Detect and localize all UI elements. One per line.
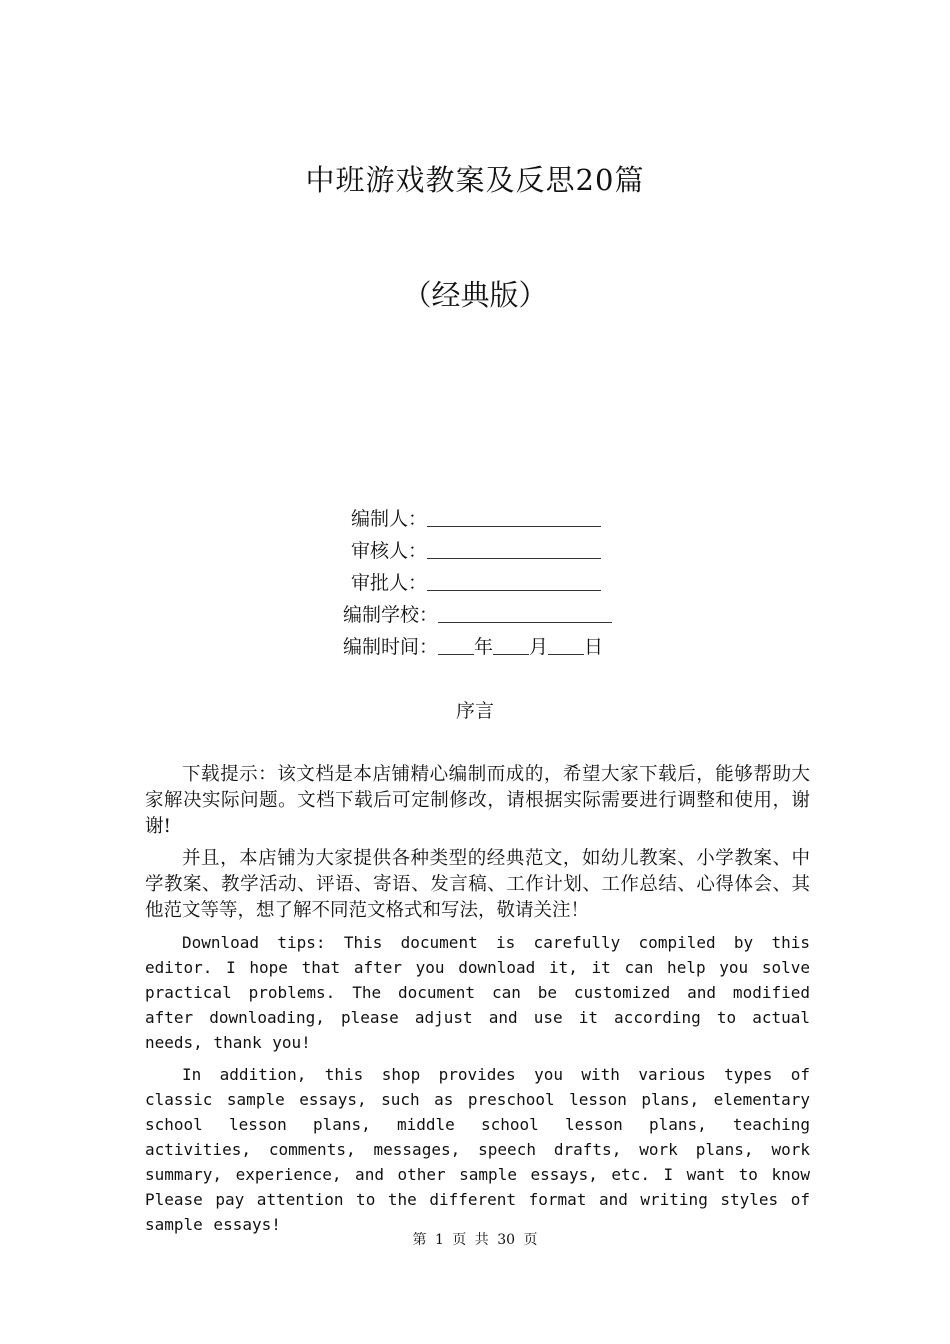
time-label: 编制时间： (342, 636, 438, 658)
document-subtitle: （经典版） (402, 278, 548, 312)
compiler-field (340, 503, 660, 535)
school-field (340, 599, 660, 631)
preface-heading: 序言 (455, 700, 494, 722)
download-tip-paragraph-en: Download tips: This document is carefully compiled by this editor. I hope that after you download it, it can help you solve practical problems. The document can be customized and modified after downloading, please adjust and use it according to actual needs, thank you! (145, 933, 810, 1052)
shop-info-paragraph-zh: 并且，本店铺为大家提供各种类型的经典范文，如幼儿教案、小学教案、中学教案、教学活动、评语、寄语、发言稿、工作计划、工作总结、心得体会、其他范文等等，想了解不同范文格式和写法，敬请关注！ (145, 848, 810, 921)
school-blank (438, 600, 612, 623)
reviewer-field (340, 535, 660, 567)
document-title: 中班游戏教案及反思20篇 (305, 163, 645, 197)
form-fields (340, 503, 660, 663)
school-label: 编制学校： (342, 604, 438, 626)
time-field (340, 631, 660, 663)
year-label: 年 (474, 636, 494, 658)
approver-field (340, 567, 660, 599)
approver-blank (427, 568, 601, 591)
preface-content (145, 762, 810, 1244)
compiler-blank (427, 504, 601, 527)
reviewer-blank (427, 536, 601, 559)
year-blank (438, 632, 474, 655)
month-blank (493, 632, 529, 655)
day-label: 日 (584, 636, 604, 658)
month-label: 月 (529, 636, 549, 658)
day-blank (548, 632, 584, 655)
page-footer: 第 1 页 共 30 页 (412, 1232, 538, 1248)
download-tip-paragraph-zh: 下载提示：该文档是本店铺精心编制而成的，希望大家下载后，能够帮助大家解决实际问题。文档下载后可定制修改，请根据实际需要进行调整和使用，谢谢! (145, 764, 810, 837)
reviewer-label: 审核人： (350, 540, 427, 562)
shop-info-paragraph-en: In addition, this shop provides you with various types of classic sample essays, such as preschool lesson plans, elementary school lesson plans, middle school lesson plans, teaching activities, comments, messages, speech drafts, work plans, work summary, experience, and other sample essays, etc. I want to know Please pay attention to the different format and writing styles of sample essays! (145, 1065, 810, 1234)
approver-label: 审批人： (350, 572, 427, 594)
compiler-label: 编制人： (350, 508, 427, 530)
